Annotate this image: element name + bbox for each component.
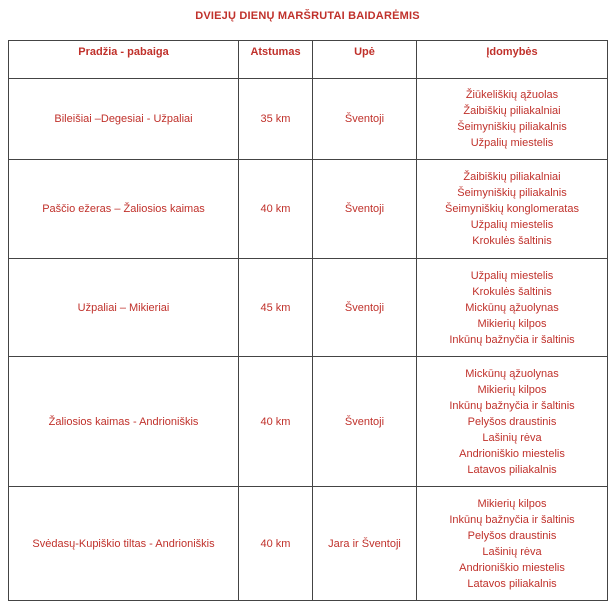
table-row <box>9 160 608 259</box>
header-distance: Atstumas <box>239 41 313 79</box>
route-cell: Žaliosios kaimas - Andrioniškis <box>9 357 239 487</box>
interest-item: Užpalių miestelis <box>470 269 554 282</box>
table-row <box>9 79 608 160</box>
page-title: DVIEJŲ DIENŲ MARŠRUTAI BAIDARĖMIS <box>195 10 420 22</box>
distance-cell: 45 km <box>239 259 313 357</box>
table-row <box>9 487 608 601</box>
interest-item: Šeimyniškių piliakalnis <box>457 121 567 133</box>
interest-item: Andrioniškio miestelis <box>459 447 565 460</box>
interest-item: Pelyšos draustinis <box>467 529 557 542</box>
interest-item: Latavos piliakalnis <box>467 463 557 476</box>
interest-item: Mickūnų ąžuolynas <box>465 367 559 380</box>
route-cell: Užpaliai – Mikieriai <box>9 259 239 357</box>
river-cell: Šventoji <box>313 259 417 357</box>
interest-item: Andrioniškio miestelis <box>459 561 565 574</box>
interest-item: Žaibiškių piliakalniai <box>463 171 561 183</box>
table-row <box>9 357 608 487</box>
routes-table <box>8 40 608 601</box>
header-route: Pradžia - pabaiga <box>9 41 239 79</box>
interest-item: Pelyšos draustinis <box>467 415 557 428</box>
interest-item: Krokulės šaltinis <box>472 285 552 298</box>
interest-item: Žaibiškių piliakalniai <box>463 105 561 117</box>
interests-cell <box>417 357 608 487</box>
interest-item: Šeimyniškių piliakalnis <box>457 187 567 199</box>
table-row <box>9 259 608 357</box>
distance-cell: 40 km <box>239 160 313 259</box>
interest-item: Užpalių miestelis <box>470 219 554 231</box>
interest-item: Mikierių kilpos <box>477 317 547 330</box>
interests-cell <box>417 487 608 601</box>
interest-item: Mickūnų ąžuolynas <box>465 301 559 314</box>
route-cell: Paščio ežeras – Žaliosios kaimas <box>9 160 239 259</box>
interest-item: Lašinių rėva <box>482 545 542 558</box>
header-river: Upė <box>313 41 417 79</box>
interest-item: Žiūkeliškių ąžuolas <box>465 89 559 101</box>
interest-item: Inkūnų bažnyčia ir šaltinis <box>449 513 575 526</box>
header-interests: Įdomybės <box>417 41 608 79</box>
interest-item: Užpalių miestelis <box>470 137 554 149</box>
interest-item: Šeimyniškių konglomeratas <box>445 203 579 215</box>
distance-cell: 35 km <box>239 79 313 160</box>
distance-cell: 40 km <box>239 357 313 487</box>
interest-item: Latavos piliakalnis <box>467 577 557 590</box>
river-cell: Šventoji <box>313 79 417 160</box>
interest-item: Mikierių kilpos <box>477 383 547 396</box>
interest-item: Mikierių kilpos <box>477 497 547 510</box>
interest-item: Inkūnų bažnyčia ir šaltinis <box>449 333 575 346</box>
table-header-row <box>9 41 608 79</box>
interests-cell <box>417 259 608 357</box>
interest-item: Inkūnų bažnyčia ir šaltinis <box>449 399 575 412</box>
river-cell: Šventoji <box>313 160 417 259</box>
route-cell: Svėdasų-Kupiškio tiltas - Andrioniškis <box>9 487 239 601</box>
route-cell: Bileišiai –Degesiai - Užpaliai <box>9 79 239 160</box>
distance-cell: 40 km <box>239 487 313 601</box>
river-cell: Jara ir Šventoji <box>313 487 417 601</box>
interest-item: Lašinių rėva <box>482 431 542 444</box>
river-cell: Šventoji <box>313 357 417 487</box>
interests-cell <box>417 160 608 259</box>
interest-item: Krokulės šaltinis <box>472 235 552 247</box>
interests-cell <box>417 79 608 160</box>
